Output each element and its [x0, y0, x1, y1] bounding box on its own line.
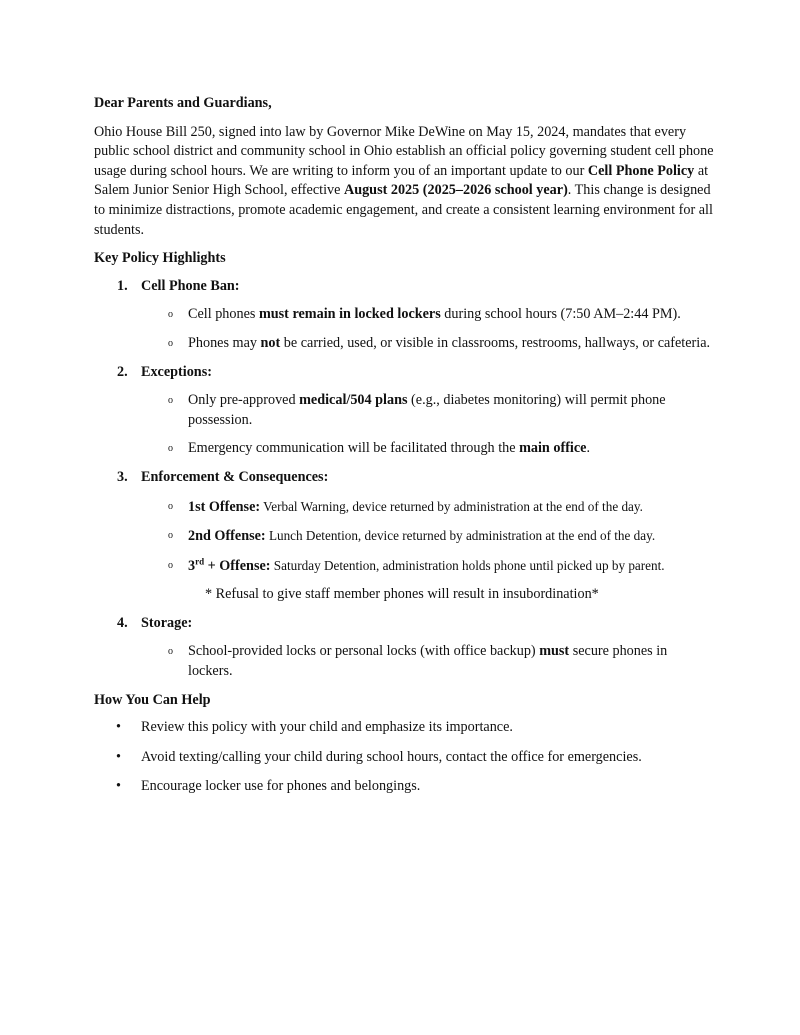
sub-text: Saturday Detention, administration holds phone until picked up by parent. [270, 557, 665, 573]
sub-text-bold: must [539, 643, 570, 660]
hollow-bullet-icon: o [168, 500, 173, 512]
policy-item-exceptions [94, 363, 714, 383]
sub-text: Emergency communication will be facilitated through the [188, 440, 520, 457]
item-number: 4. [117, 614, 128, 631]
sub-text: Lunch Detention, device returned by administration at the end of the day. [265, 528, 656, 544]
salutation: Dear Parents and Guardians, [94, 95, 272, 111]
offense-ordinal: rd [195, 555, 205, 566]
bullet-icon: • [116, 778, 121, 795]
sub-item [94, 439, 714, 459]
policy-item-storage [94, 614, 714, 634]
bullet-icon: • [116, 719, 121, 736]
item-title: Enforcement & Consequences: [141, 468, 329, 485]
sub-item [94, 497, 714, 518]
sub-item [94, 642, 714, 681]
sub-text: Only pre-approved [188, 392, 300, 409]
hollow-bullet-icon: o [168, 559, 173, 571]
help-item-text: Encourage locker use for phones and belongings. [141, 778, 421, 795]
hollow-bullet-icon: o [168, 395, 173, 407]
help-item-text: Avoid texting/calling your child during school hours, contact the office for emergencies. [141, 748, 642, 765]
sub-text-bold: must remain in locked lockers [258, 306, 441, 323]
help-list-item [94, 748, 714, 768]
sub-text: be carried, used, or visible in classrooms, restrooms, hallways, or cafeteria. [280, 334, 711, 351]
hollow-bullet-icon: o [168, 443, 173, 455]
offense-rest: + Offense: [204, 557, 271, 574]
bullet-icon: • [116, 748, 121, 765]
sub-text-bold: medical/504 plans [299, 392, 408, 409]
sub-text: secure phones in lockers. [188, 643, 668, 680]
intro-text-2: at Salem Junior Senior High School, effective [94, 162, 709, 199]
sub-text: during school hours (7:50 AM–2:44 PM). [440, 306, 681, 323]
sub-item [94, 305, 714, 325]
hollow-bullet-icon: o [168, 309, 173, 321]
help-list-item [94, 718, 714, 738]
intro-policy-name: Cell Phone Policy [587, 162, 695, 179]
sub-item [94, 556, 714, 577]
item-number: 1. [117, 277, 128, 294]
intro-paragraph [94, 123, 714, 241]
sub-text-bold: main office [519, 440, 587, 457]
offense-label: 1st Offense: [188, 498, 261, 515]
intro-text-1: Ohio House Bill 250, signed into law by Governor Mike DeWine on May 15, 2024, mandates that every public school district and community school in Ohio establish an official policy governing student cell phone usage during school hours. We are writing to inform you of an important update to our [94, 123, 714, 179]
sub-text: School-provided locks or personal locks (with office backup) [188, 643, 540, 660]
item-title: Exceptions: [141, 363, 212, 380]
sub-text: Cell phones [188, 306, 259, 323]
intro-text-3: . This change is designed to minimize distractions, promote academic engagement, and create a consistent learning environment for all students. [94, 182, 713, 238]
help-list-item [94, 777, 714, 797]
highlights-heading: Key Policy Highlights [94, 250, 226, 267]
hollow-bullet-icon: o [168, 530, 173, 542]
item-title: Cell Phone Ban: [141, 277, 240, 294]
sub-text: Verbal Warning, device returned by administration at the end of the day. [260, 498, 643, 514]
sub-item [94, 391, 714, 430]
hollow-bullet-icon: o [168, 646, 173, 658]
intro-effective-date: August 2025 (2025–2026 school year) [343, 182, 568, 199]
hollow-bullet-icon: o [168, 337, 173, 349]
sub-text: . [586, 440, 590, 457]
sub-text: Phones may [188, 334, 261, 351]
offense-label: 2nd Offense: [188, 528, 266, 545]
letter-page [94, 94, 714, 807]
item-number: 2. [117, 363, 128, 380]
offense-number: 3 [188, 557, 196, 574]
item-title: Storage: [141, 614, 193, 631]
insubordination-note: * Refusal to give staff member phones will result in insubordination* [205, 586, 599, 603]
sub-text-bold: not [260, 334, 281, 351]
sub-item [94, 526, 714, 547]
item-number: 3. [117, 468, 128, 485]
sub-text: (e.g., diabetes monitoring) will permit phone possession. [188, 392, 666, 428]
offense-label [188, 555, 271, 574]
help-item-text: Review this policy with your child and emphasize its importance. [141, 719, 513, 736]
help-heading: How You Can Help [94, 691, 211, 708]
policy-item-cell-phone-ban [94, 277, 714, 297]
sub-item [94, 334, 714, 354]
policy-item-enforcement [94, 468, 714, 488]
